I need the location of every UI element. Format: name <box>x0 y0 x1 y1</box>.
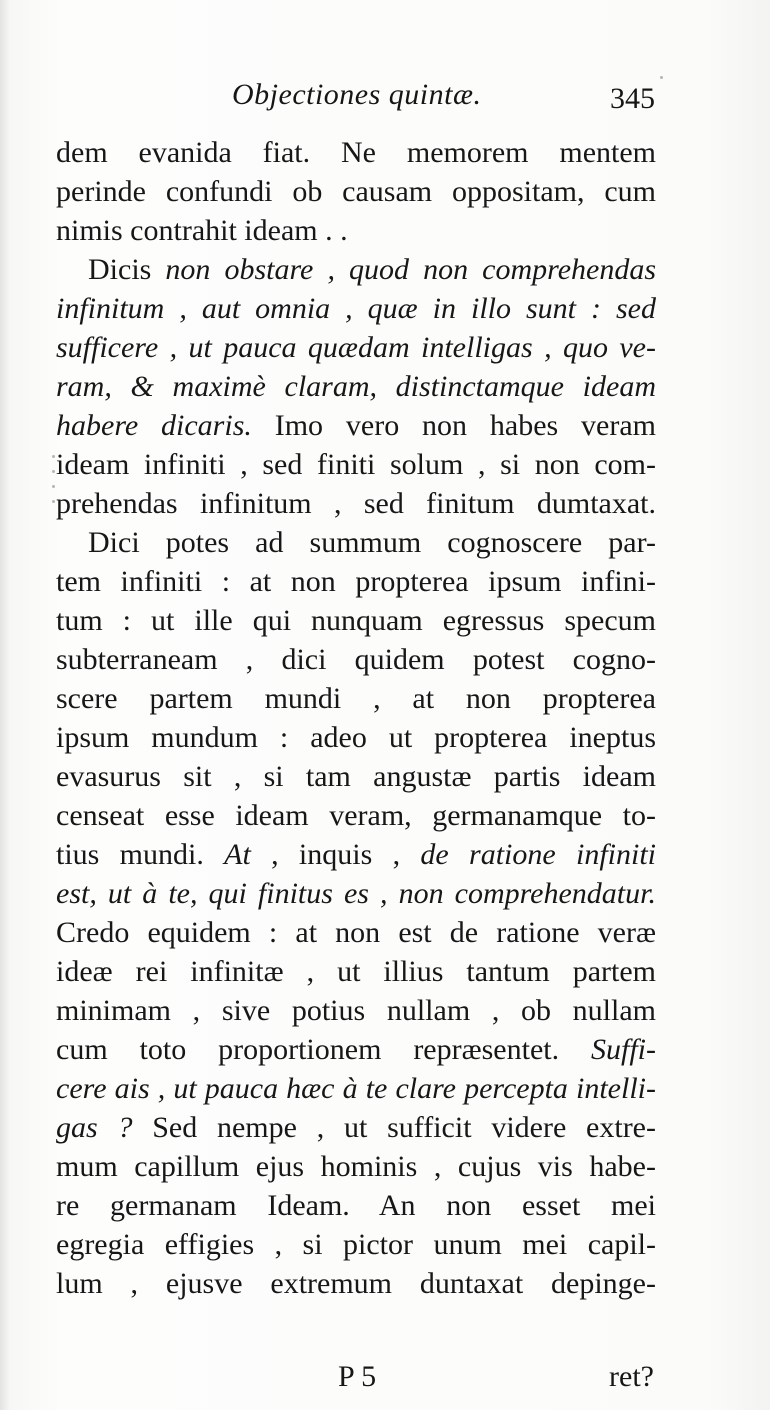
text-line-24 <box>56 1030 656 1069</box>
page-footer <box>56 1360 656 1396</box>
text-line-17 <box>56 757 656 796</box>
text-segment: habere dicaris. <box>56 409 252 442</box>
text-segment: nimis contrahit ideam . . <box>56 214 348 247</box>
text-segment: ram, & maximè claram, distinctamque ideam <box>56 370 656 403</box>
text-line-13 <box>56 601 656 640</box>
text-line-7 <box>56 367 656 406</box>
text-segment: scere partem mundi , at non propterea <box>56 682 656 715</box>
text-line-19 <box>56 835 656 874</box>
text-line-8 <box>56 406 656 445</box>
text-segment: gas ? <box>56 1111 133 1144</box>
text-line-5 <box>56 289 656 328</box>
text-segment: ideæ rei infinitæ , ut illius tantum partem <box>56 955 656 988</box>
text-segment: mum capillum ejus hominis , cujus vis habe- <box>56 1150 656 1183</box>
text-line-25 <box>56 1069 656 1108</box>
text-segment: cum toto proportionem repræsentet. <box>56 1033 591 1066</box>
paper-speck <box>52 485 55 488</box>
text-line-3 <box>56 211 656 250</box>
paper-speck <box>660 76 663 79</box>
running-head: Objectiones quintæ. <box>232 78 482 111</box>
text-segment: Sed nempe , ut sufficit videre extre- <box>132 1111 656 1144</box>
text-segment: perinde confundi ob causam oppositam, cum <box>56 175 656 208</box>
text-line-16 <box>56 718 656 757</box>
text-segment: sufficere , ut pauca quædam intelligas , quo ve- <box>56 331 656 364</box>
text-line-18 <box>56 796 656 835</box>
text-line-15 <box>56 679 656 718</box>
paper-speck <box>52 500 55 503</box>
text-segment: censeat esse ideam veram, germanamque to- <box>56 799 656 832</box>
text-line-10 <box>56 484 656 523</box>
text-segment: Suffi- <box>591 1033 656 1066</box>
text-segment: evasurus sit , si tam angustæ partis ideam <box>56 760 656 793</box>
text-segment: infinitum , aut omnia , quæ in illo sunt : sed <box>56 292 656 325</box>
text-line-12 <box>56 562 656 601</box>
text-line-29 <box>56 1225 656 1264</box>
text-line-6 <box>56 328 656 367</box>
text-line-27 <box>56 1147 656 1186</box>
text-segment: subterraneam , dici quidem potest cogno- <box>56 643 656 676</box>
text-segment: cere ais , ut pauca hæc à te clare percepta intelli- <box>56 1072 656 1105</box>
page-edge-shadow <box>0 0 10 1410</box>
text-segment: est, ut à te, qui finitus es , non comprehendatur. <box>56 877 656 910</box>
page-number: 345 <box>610 82 655 115</box>
text-line-30 <box>56 1264 656 1303</box>
catchword: ret? <box>609 1360 654 1393</box>
text-line-26 <box>56 1108 656 1147</box>
text-segment: lum , ejusve extremum duntaxat depinge- <box>56 1267 656 1300</box>
text-line-22 <box>56 952 656 991</box>
text-segment: Dici potes ad summum cognoscere par- <box>88 526 656 559</box>
text-segment: dem evanida fiat. Ne memorem mentem <box>56 136 656 169</box>
text-line-21 <box>56 913 656 952</box>
text-line-23 <box>56 991 656 1030</box>
text-line-14 <box>56 640 656 679</box>
text-segment: Imo vero non habes veram <box>251 409 656 442</box>
text-segment: tem infiniti : at non propterea ipsum infini- <box>56 565 656 598</box>
text-segment: prehendas infinitum , sed finitum dumtaxat. <box>56 487 656 520</box>
signature-mark: P 5 <box>338 1360 377 1393</box>
text-line-11 <box>56 523 656 562</box>
text-line-9 <box>56 445 656 484</box>
text-segment: Dicis <box>88 253 166 286</box>
text-segment: Credo equidem : at non est de ratione veræ <box>56 916 656 949</box>
text-segment: non obstare , quod non comprehendas <box>165 253 657 286</box>
text-line-28 <box>56 1186 656 1225</box>
text-line-2 <box>56 172 656 211</box>
paper-speck <box>52 470 55 473</box>
text-segment: , inquis , <box>250 838 421 871</box>
text-body <box>56 133 656 1303</box>
text-line-1 <box>56 133 656 172</box>
text-segment: minimam , sive potius nullam , ob nullam <box>56 994 656 1027</box>
text-segment: de ratione infiniti <box>420 838 656 871</box>
text-segment: re germanam Ideam. An non esset mei <box>56 1189 656 1222</box>
text-segment: ipsum mundum : adeo ut propterea ineptus <box>56 721 656 754</box>
paper-speck <box>52 455 55 458</box>
text-segment: At <box>224 838 251 871</box>
text-segment: ideam infiniti , sed finiti solum , si non com- <box>56 448 656 481</box>
text-line-20 <box>56 874 656 913</box>
text-segment: egregia effigies , si pictor unum mei capil- <box>56 1228 656 1261</box>
text-line-4 <box>56 250 656 289</box>
text-segment: tius mundi. <box>56 838 225 871</box>
text-segment: tum : ut ille qui nunquam egressus specum <box>56 604 656 637</box>
